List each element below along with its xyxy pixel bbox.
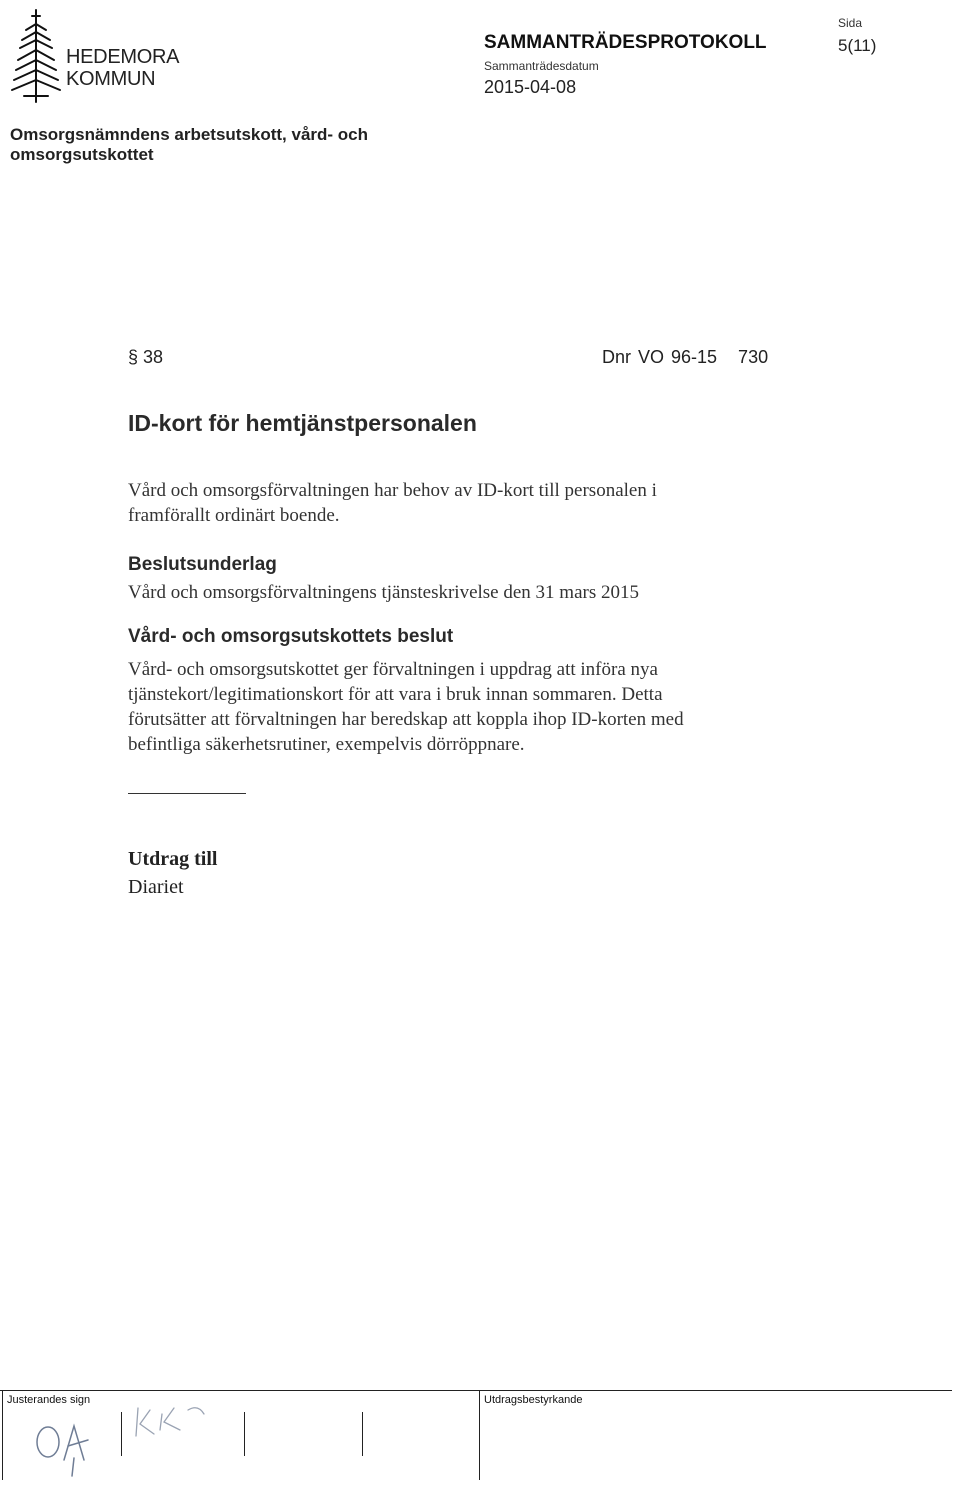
meeting-date-label: Sammanträdesdatum [484, 59, 599, 73]
intro-line-1: Vård och omsorgsförvaltningen har behov av ID-kort till personalen i [128, 480, 657, 501]
decision-line-4: befintliga säkerhetsrutiner, exempelvis dörröppnare. [128, 734, 525, 755]
decision-line-2: tjänstekort/legitimationskort för att vara i bruk innan sommaren. Detta [128, 684, 663, 705]
extract-recipient: Diariet [128, 876, 184, 898]
logo-line-2: KOMMUN [66, 68, 156, 90]
section-divider [128, 793, 246, 794]
intro-paragraph [128, 478, 778, 528]
decision-line-3: förutsätter att förvaltningen har beredskap att koppla ihop ID-korten med [128, 709, 684, 730]
footer-border-left [2, 1390, 3, 1480]
basis-heading: Beslutsunderlag [128, 554, 277, 575]
committee-line-2: omsorgsutskottet [10, 145, 154, 164]
signatures-label: Justerandes sign [7, 1394, 91, 1406]
committee-name [10, 125, 430, 165]
signature-initials-2 [128, 1400, 218, 1445]
page-label: Sida [838, 16, 863, 30]
certification-label: Utdragsbestyrkande [484, 1394, 583, 1406]
intro-line-2: framförallt ordinärt boende. [128, 505, 340, 526]
footer-divider-2 [244, 1412, 245, 1456]
item-title: ID-kort för hemtjänstpersonalen [128, 410, 477, 436]
footer-divider-1 [121, 1412, 122, 1456]
page-number: 5(11) [838, 36, 877, 55]
signature-initials-1 [30, 1418, 110, 1478]
basis-text: Vård och omsorgsförvaltningens tjänsteskrivelse den 31 mars 2015 [128, 582, 639, 603]
meeting-date: 2015-04-08 [484, 77, 577, 97]
decision-line-1: Vård- och omsorgsutskottet ger förvaltningen i uppdrag att införa nya [128, 659, 658, 680]
extract-label: Utdrag till [128, 848, 218, 870]
decision-paragraph [128, 657, 778, 757]
committee-line-1: Omsorgsnämndens arbetsutskott, vård- och [10, 125, 369, 144]
footer-rule [0, 1390, 952, 1391]
footer-divider-4 [479, 1390, 480, 1480]
logo-line-1: HEDEMORA [66, 46, 180, 68]
logo-wordmark [66, 46, 179, 90]
footer-divider-3 [362, 1412, 363, 1456]
document-type: SAMMANTRÄDESPROTOKOLL [484, 32, 767, 53]
registration-number: Dnr VO 96-15 730 [602, 347, 769, 367]
section-number: § 38 [128, 347, 164, 367]
decision-heading: Vård- och omsorgsutskottets beslut [128, 626, 454, 647]
tree-logo-icon [8, 6, 64, 106]
